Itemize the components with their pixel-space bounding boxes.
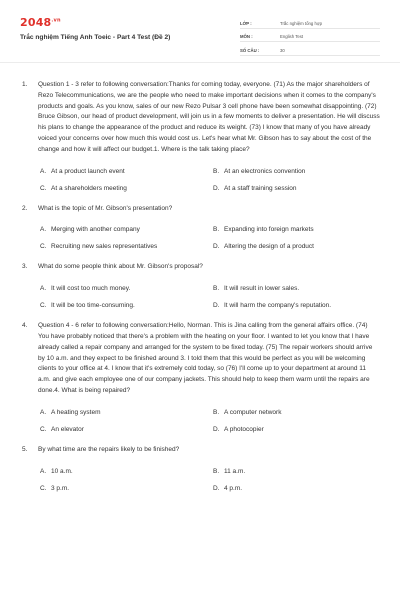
option-letter: A. xyxy=(40,467,47,475)
answer-options xyxy=(40,168,400,192)
answer-option[interactable] xyxy=(40,485,213,492)
option-letter: C. xyxy=(40,243,47,251)
option-letter: A. xyxy=(40,408,47,416)
option-text: A heating system xyxy=(51,408,101,416)
logo-text: 2048 xyxy=(20,16,52,29)
option-letter: C. xyxy=(40,184,47,192)
question-text xyxy=(0,80,400,156)
question-body: Question 4 - 6 refer to following conversation:Hello, Norman. This is Jina calling from the general affairs office. (74) You have probably noticed that there's a problem with the heating on your floor. I wanted to let you know that I have already called a repair company and arranged for the system to be fixed today. (75) The repair workers should arrive by 10 a.m. and they expect to be finished around 3. I told them that this would be perfect as you will be welcoming clients to your office at 4. I know that it's extremely cold today, so (76) I'll come up to your department at around 11 a.m. and give each employee one of our company jackets. This should help to keep them warm until the repairs are done.4. What is being repaired? xyxy=(38,322,373,394)
question-text xyxy=(0,262,400,273)
option-text: Expanding into foreign markets xyxy=(224,226,314,234)
answer-option[interactable] xyxy=(40,409,213,416)
option-text: 10 a.m. xyxy=(51,467,73,475)
answer-option[interactable] xyxy=(213,185,400,192)
question-list xyxy=(0,80,400,492)
option-letter: D. xyxy=(213,243,220,251)
answer-options xyxy=(40,468,400,492)
answer-options xyxy=(40,285,400,309)
option-text: At a shareholders meeting xyxy=(51,184,127,192)
answer-option[interactable] xyxy=(40,302,213,309)
answer-option[interactable] xyxy=(213,426,400,433)
meta-label: SỐ CÂU : xyxy=(240,47,260,53)
meta-value: Trắc nghiệm tổng hợp xyxy=(280,20,323,26)
question-body: What do some people think about Mr. Gibson's proposal? xyxy=(38,263,203,271)
question-body: Question 1 - 3 refer to following conversation:Thanks for coming today, everyone. (71) As the major shareholders of Rezo Telecommunications, we are the people who need to make important decisions when it comes to the company's products and goals. As you know, sales of our new Rezo Pulsar 3 cell phone have been somewhat disappointing. (72) Bruce Gibson, our head of product development, will join us in a few moments to deliver a presentation. He will discuss his plans to change the appearance of the product and reduce its weight. (73) I know that many of you have already voiced your concerns over how much this would cost us. Let's hear what Mr. Gibson has to say about the cost of the change and how it will affect our budget.1. Where is the talk taking place? xyxy=(38,81,380,153)
option-text: 4 p.m. xyxy=(224,484,243,492)
option-text: Recruiting new sales representatives xyxy=(51,243,158,251)
question-number: 3. xyxy=(22,263,28,271)
option-letter: B. xyxy=(213,167,220,175)
meta-row-class xyxy=(240,15,380,29)
page-header xyxy=(0,0,400,56)
option-text: At a product launch event xyxy=(51,167,125,175)
question-text xyxy=(0,321,400,397)
option-letter: D. xyxy=(213,302,220,310)
question-number: 2. xyxy=(22,204,28,212)
answer-option[interactable] xyxy=(40,226,213,233)
question-body: What is the topic of Mr. Gibson's presentation? xyxy=(38,204,173,212)
answer-option[interactable] xyxy=(40,243,213,250)
meta-row-subject xyxy=(240,29,380,43)
option-letter: B. xyxy=(213,467,220,475)
meta-label: MÔN : xyxy=(240,34,253,39)
option-text: Altering the design of a product xyxy=(224,243,314,251)
answer-option[interactable] xyxy=(40,168,213,175)
option-letter: C. xyxy=(40,484,47,492)
meta-label: LỚP : xyxy=(240,20,252,26)
meta-row-count xyxy=(240,42,380,56)
question-body: By what time are the repairs likely to be finished? xyxy=(38,445,180,453)
option-letter: D. xyxy=(213,425,220,433)
answer-option[interactable] xyxy=(40,468,213,475)
option-letter: D. xyxy=(213,184,220,192)
site-logo[interactable] xyxy=(20,16,61,29)
question-gap xyxy=(0,433,400,445)
logo-tld: .vn xyxy=(51,17,61,24)
option-text: 3 p.m. xyxy=(51,484,70,492)
option-letter: C. xyxy=(40,302,47,310)
option-letter: B. xyxy=(213,408,220,416)
question-number: 4. xyxy=(22,322,28,330)
option-text: A photocopier xyxy=(224,425,264,433)
header-divider xyxy=(0,62,400,63)
option-letter: A. xyxy=(40,285,47,293)
page-title: Trắc nghiệm Tiếng Anh Toeic - Part 4 Test (Đề 2) xyxy=(20,34,171,41)
option-letter: C. xyxy=(40,425,47,433)
meta-value: 30 xyxy=(280,47,285,53)
option-text: It will cost too much money. xyxy=(51,285,131,293)
answer-options xyxy=(40,226,400,250)
option-letter: B. xyxy=(213,285,220,293)
answer-option[interactable] xyxy=(213,468,400,475)
answer-option[interactable] xyxy=(213,285,400,292)
question-number: 1. xyxy=(22,81,28,88)
answer-options xyxy=(40,409,400,433)
option-text: It will be too time-consuming. xyxy=(51,302,135,310)
option-text: 11 a.m. xyxy=(224,467,246,475)
option-text: It will harm the company's reputation. xyxy=(224,302,332,310)
answer-option[interactable] xyxy=(40,426,213,433)
option-text: A computer network xyxy=(224,408,282,416)
option-text: An elevator xyxy=(51,425,84,433)
option-text: Merging with another company xyxy=(51,226,140,234)
option-text: It will result in lower sales. xyxy=(224,285,300,293)
answer-option[interactable] xyxy=(213,485,400,492)
answer-option[interactable] xyxy=(213,243,400,250)
option-text: At an electronics convention xyxy=(224,167,306,175)
option-letter: D. xyxy=(213,484,220,492)
question-gap xyxy=(0,309,400,321)
answer-option[interactable] xyxy=(40,285,213,292)
answer-option[interactable] xyxy=(213,226,400,233)
option-text: At a staff training session xyxy=(224,184,297,192)
question-number: 5. xyxy=(22,445,28,453)
test-info-table xyxy=(240,15,380,56)
answer-option[interactable] xyxy=(40,185,213,192)
answer-option[interactable] xyxy=(213,302,400,309)
meta-value: English Test xyxy=(280,34,304,39)
option-letter: B. xyxy=(213,226,220,234)
option-letter: A. xyxy=(40,167,47,175)
question-gap xyxy=(0,192,400,204)
question-text xyxy=(0,445,400,456)
answer-option[interactable] xyxy=(213,168,400,175)
answer-option[interactable] xyxy=(213,409,400,416)
question-gap xyxy=(0,250,400,262)
question-text xyxy=(0,204,400,215)
option-letter: A. xyxy=(40,226,47,234)
